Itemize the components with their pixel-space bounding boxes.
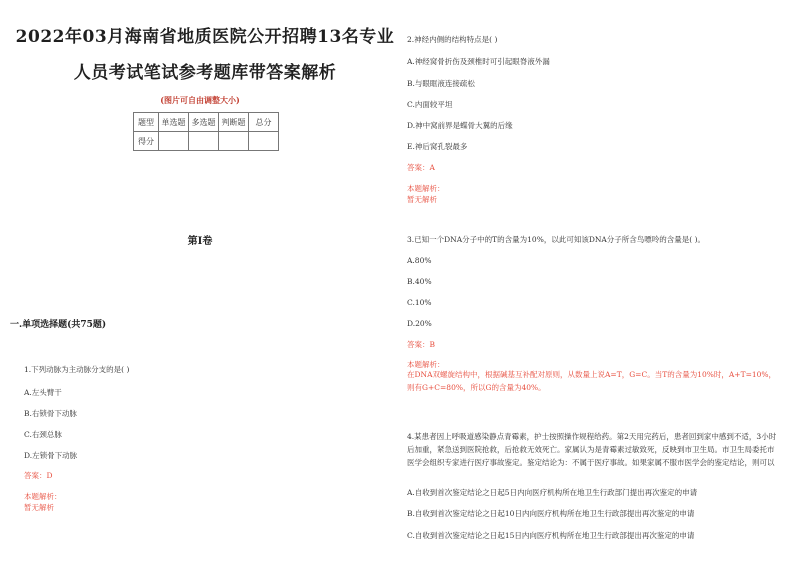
question-2-stem: 2.神经内侧的结构特点是( ) [407, 35, 498, 44]
score-header-cell: 多选题 [189, 113, 219, 132]
image-resize-note: (图片可自由调整大小) [160, 95, 240, 105]
score-header-cell: 判断题 [219, 113, 249, 132]
question-2-option: A.神经窝骨折伤及颈椎时可引起眼脊液外漏 [407, 57, 550, 66]
question-1-analysis-label: 本题解析： [24, 492, 62, 501]
page-title-line2: 人员考试笔试参考题库带答案解析 [73, 63, 337, 83]
question-4-option: C.自收到首次鉴定结论之日起15日内向医疗机构所在地卫生行政部提出再次鉴定的申请 [407, 531, 695, 540]
score-cell [219, 132, 249, 151]
question-4-option: A.自收到首次鉴定结论之日起5日内向医疗机构所在地卫生行政部门提出再次鉴定的申请 [407, 488, 698, 497]
question-2-option: C.内面较平坦 [407, 100, 453, 109]
question-1-option: C.右颈总脉 [24, 430, 62, 439]
part-title: 第I卷 [187, 236, 213, 247]
question-2-analysis-label: 本题解析： [407, 184, 445, 193]
question-3-stem: 3.已知一个DNA分子中的T的含量为10%，以此可知该DNA分子所含鸟嘌呤的含量是( )。 [407, 235, 706, 244]
question-2-option: D.神中窝前界是蝶骨大翼的后缘 [407, 121, 513, 130]
question-3-answer: 答案：B [407, 340, 436, 349]
score-header-cell: 题型 [134, 113, 159, 132]
score-table [133, 112, 279, 151]
question-2-answer: 答案：A [407, 163, 435, 172]
score-header-cell: 单选题 [159, 113, 189, 132]
score-header-cell: 总分 [249, 113, 279, 132]
question-1-answer: 答案：D [24, 471, 53, 480]
question-1-stem: 1.下列动脉为主动脉分支的是( ) [24, 365, 130, 374]
question-3-analysis: 在DNA双螺旋结构中，根据碱基互补配对原则，从数量上说A=T，G=C。当T的含量为10%时，A+T=10%，则有G+C=80%，所以G的含量为40%。 [407, 370, 777, 392]
question-3-option: C.10% [407, 298, 432, 307]
score-cell [249, 132, 279, 151]
score-table-header-row [134, 113, 279, 132]
question-3-analysis-label: 本题解析： [407, 360, 445, 369]
score-cell [189, 132, 219, 151]
question-2-option: E.神后窝孔裂最多 [407, 142, 468, 151]
question-3-option: B.40% [407, 277, 432, 286]
question-1-option: B.右锁骨下动脉 [24, 409, 77, 418]
question-1-analysis: 暂无解析 [24, 503, 54, 512]
question-3-option: A.80% [407, 256, 432, 265]
question-1-option: D.左锁骨下动脉 [24, 451, 78, 460]
question-4-stem: 4.某患者因上呼吸道感染静点青霉素，护士按照操作规程给药。第2天用完药后，患者回到家中感到不适，3小时后加重，紧急送到医院抢救，后抢救无效死亡。家属认为是青霉素过敏致死，反映到市卫生局。市卫生局委托市医学会组织专家进行医疗事故鉴定。鉴定结论为：不属于医疗事故。如果家属不服市医学会的鉴定结论，则可以 [407, 432, 777, 467]
question-1-option: A.左头臂干 [24, 388, 62, 397]
page-title-line1: 2022年03月海南省地质医院公开招聘13名专业 [15, 27, 395, 47]
section-title: 一.单项选择题(共75题) [10, 320, 107, 330]
question-4-option: B.自收到首次鉴定结论之日起10日内向医疗机构所在地卫生行政部提出再次鉴定的申请 [407, 509, 695, 518]
question-3-option: D.20% [407, 319, 432, 328]
question-2-option: B.与眼眶液连接疏松 [407, 79, 475, 88]
score-cell [159, 132, 189, 151]
score-table-score-row [134, 132, 279, 151]
question-2-analysis: 暂无解析 [407, 195, 437, 204]
score-row-label: 得分 [134, 132, 159, 151]
